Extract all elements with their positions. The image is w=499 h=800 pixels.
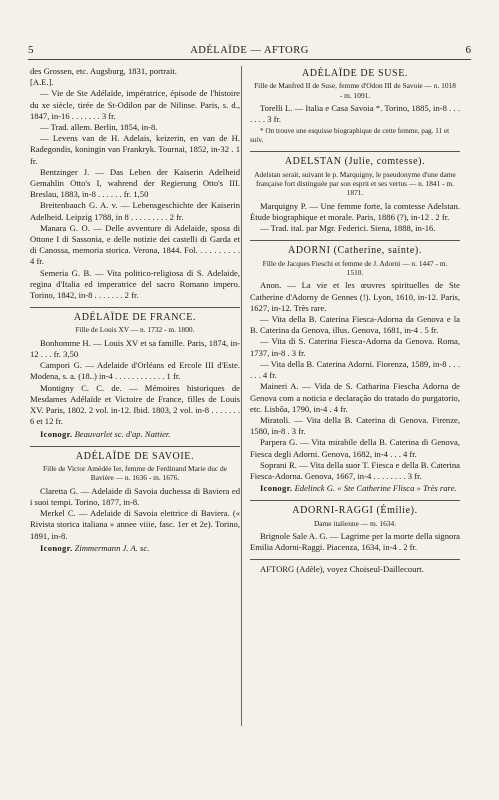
iconography-text: Zimmermann J. A. sc. (74, 542, 150, 553)
iconography-label: Iconogr. (260, 483, 293, 494)
entry: Campori G. — Adelaide d'Orléans ed Ercole III d'Este. Modena, s. a. (18..) in-4 . . . . . . . . . . . . 1 fr. (30, 360, 240, 382)
iconography-line (30, 543, 240, 554)
entry: Merkel C. — Adelaide di Savoia elettrice di Baviera. (« Rivista storica italiana » annee viiie, fasc. 1er et 2e). Torino, 1891, in-8. (30, 508, 240, 541)
left-column (30, 66, 240, 554)
iconography-line (250, 483, 460, 494)
entry: Bentzinger J. — Das Leben der Kaiserin Adelheid Gemahlin Otto's I, wahrend der Regierung Otto's III. Breslau, 1883, in-8 . . . . . . fr. 1,50 (30, 166, 240, 200)
section-title: ADÉLAÏDE DE SAVOIE. (75, 450, 195, 462)
footnote: * On trouve une esquisse biographique de cette femme, pag. 11 et suiv. (250, 127, 450, 145)
entry: Breitenbauch G. A. v. — Lebensgeschichte der Kaiserin Adelheid. Leipzig 1788, in 8 . . . . . . . . . 2 fr. (30, 200, 240, 222)
section-subtitle: Fille de Louis XV — n. 1732 - m. 1800. (75, 325, 195, 335)
entry: [A.E.]. (30, 77, 54, 88)
section-subtitle: Adelstan serait, suivant le p. Marquigny, le pseudonyme d'une dame française fort distinguée par son esprit et ses vertus — n. 1841 - m. 1871. (254, 169, 456, 198)
right-page-number: 6 (465, 44, 471, 56)
iconography-label: Iconogr. (40, 428, 73, 439)
left-page-number: 5 (28, 44, 34, 56)
section-rule (250, 151, 460, 152)
section-subtitle: Fille de Victor Amédée Ier, femme de Ferdinand Marie duc de Bavière — n. 1636 - m. 1676. (42, 463, 228, 483)
entry: — Vita della B. Caterina Fiesca-Adorna da Genova e la B. Caterina da Genova, illus. Genova, 1681, in-4 . 5 fr. (250, 314, 460, 336)
entry: Semeria G. B. — Vita politico-religiosa di S. Adelaide, regina d'Italia ed imperatrice del sacro Romano impero. Torino, 1842, in-8 . . . . . . . 2 fr. (30, 267, 240, 301)
iconography-label: Iconogr. (40, 542, 73, 553)
entry: Anon. — La vie et les œuvres spirituelles de Ste Catherine d'Adorny de Gennes (!). Lyon, 1610, in-12. Paris, 1627, in-12. Très rare. (250, 280, 460, 313)
header-rule (28, 59, 471, 60)
entry: — Trad. allem. Berlin, 1854, in-8. (40, 122, 158, 133)
iconography-text: Beauvarlet sc. d'ap. Nattier. (74, 428, 171, 439)
iconography-line (30, 429, 240, 440)
entry: Soprani R. — Vita della suor T. Fiesca e della B. Caterina Fiesca-Adorna. Genova, 1667, in-4 . . . . . . . . 3 fr. (250, 459, 460, 481)
entry: Brignole Sale A. G. — Lagrime per la morte della signora Emilia Adorni-Raggi. Piacenza, 1634, in-4 . 2 fr. (250, 530, 460, 553)
section-title: ADELSTAN (Julie, comtesse). (284, 156, 426, 168)
column-divider (241, 66, 242, 726)
cross-reference: AFTORG (Adèle), voyez Choiseul-Daillecourt. (260, 564, 424, 575)
right-column (250, 66, 460, 576)
iconography-text: Edelinck G. « Ste Catherine Flisca » Très rare. (294, 483, 457, 494)
section-rule (250, 240, 460, 241)
entry: Torelli L. — Italia e Casa Savoia *. Torino, 1885, in-8 . . . . . . . 3 fr. (250, 103, 460, 125)
entry: — Vie de Ste Adélaïde, impératrice, épisode de l'histoire du xe siècle, tirée de St-Odilon par de Nilinse. Paris, s. d., 1847, in-16 . . . . . . . 3 fr. (30, 88, 240, 121)
section-title: ADÉLAÏDE DE SUSE. (301, 68, 409, 79)
section-subtitle: Fille de Jacques Fieschi et femme de J. Adorni — n. 1447 - m. 1510. (262, 258, 448, 278)
section-rule (30, 446, 240, 447)
running-header (28, 44, 471, 58)
entry: Maineri A. — Vida de S. Catharina Fiescha Adorna de Genova com a noticia e declaração do tratado do purgatorio, etc. Lisbôa, 1790, in-4 . 4 fr. (250, 381, 460, 414)
entry: Marquigny P. — Une femme forte, la comtesse Adelstan. Étude biographique et morale. Paris, 1886 (?), in-12 . 2 fr. (250, 200, 460, 223)
entry: — Vita di S. Caterina Fiesca-Adorna da Genova. Roma, 1737, in-8 . 3 fr. (250, 336, 460, 358)
entry: Montigny C. C. de. — Mémoires historiques de Mesdames Adélaïde et Victoire de France, filles de Louis XV. Paris, 1802. 2 vol. in-12. Ibid. 1803, 2 vol. in-8 . . . . . . . 6 et 12 fr. (30, 382, 240, 427)
entry: Manara G. O. — Delle avventure di Adelaide, sposa di Ottone I di Sassonia, e delle notizie dei castelli di Garda et di Canossa, memoria storica. Verona, 1844. Fol. . . . . . . . . . 4 fr. (30, 222, 240, 267)
entry: Bonhomme H. — Louis XV et sa famille. Paris, 1874, in-12 . . . fr. 3,50 (30, 337, 240, 360)
section-title: ADORNI-RAGGI (Émilie). (292, 505, 418, 517)
section-subtitle: Dame italienne — m. 1634. (313, 518, 397, 528)
entry: des Grossen, etc. Augsburg, 1831, portrait. (30, 66, 177, 76)
running-title: ADÉLAÏDE — AFTORG (190, 45, 309, 56)
section-rule (250, 500, 460, 501)
section-subtitle: Fille de Manfred II de Suse, femme d'Odon III de Savoie — n. 1018 - m. 1091. (254, 81, 456, 100)
section-title: ADORNI (Catherine, sainte). (288, 245, 422, 257)
section-rule (30, 307, 240, 308)
entry: — Levens van de H. Adelais, keizerin, en van de H. Radegondis, koningin van Frankryk. Tournai, 1852, in-32 . 1 fr. (30, 133, 240, 166)
section-rule (250, 559, 460, 560)
entry: Parpera G. — Vita mirabile della B. Caterina di Genova, Fiesca degli Adorni. Genova, 1682, in-4 . . . 4 fr. (250, 437, 460, 459)
entry: Claretta G. — Adelaide di Savoia duchessa di Baviera ed i suoi tempi. Torino, 1877, in-8. (30, 485, 240, 507)
entry: Miratoli. — Vita della B. Caterina di Genova. Firenze, 1580, in-8 . 3 fr. (250, 414, 460, 437)
section-title: ADÉLAÏDE DE FRANCE. (73, 312, 197, 324)
entry: — Vita della B. Caterina Adorni. Fiorenza, 1589, in-8 . . . . . . 4 fr. (250, 358, 460, 381)
entry: — Trad. ital. par Mgr. Federici. Siena, 1888, in-16. (260, 223, 436, 234)
